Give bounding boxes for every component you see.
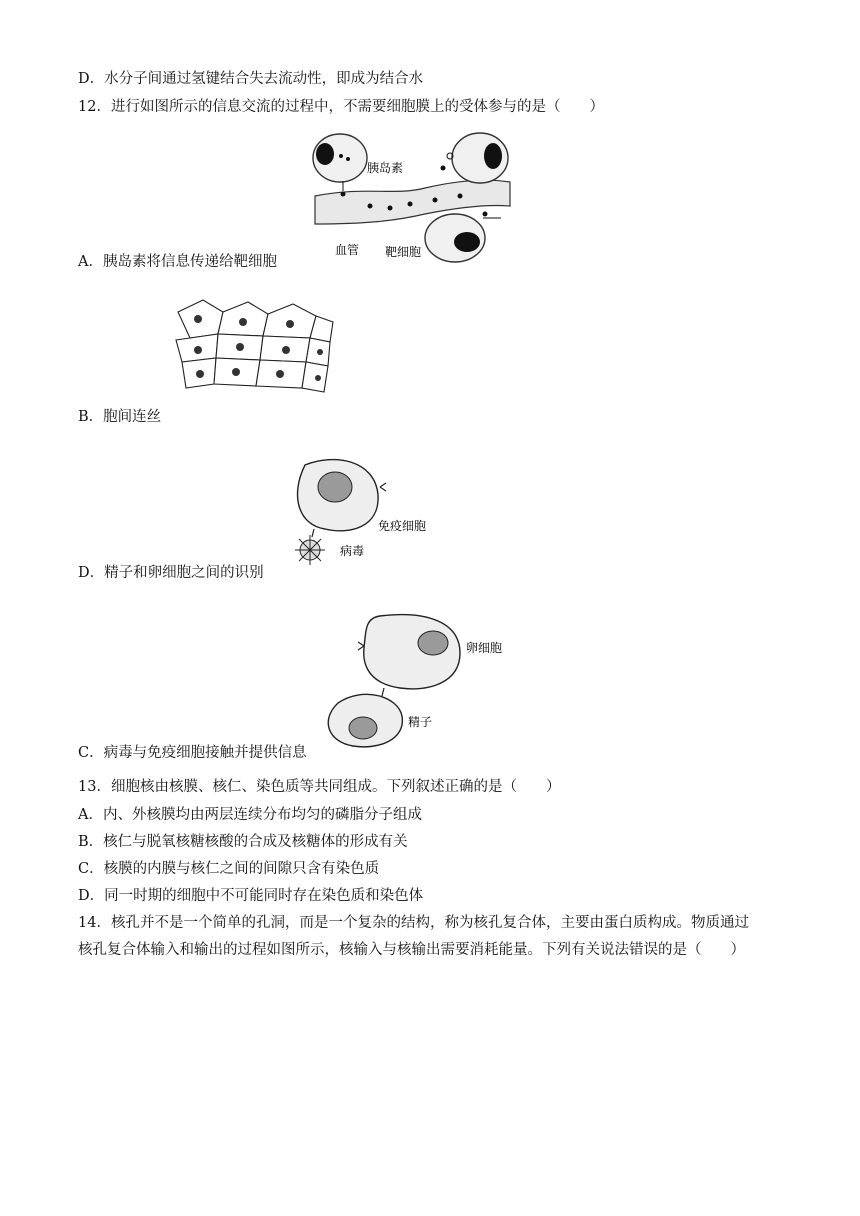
q12-option-d: D．精子和卵细胞之间的识别 — [78, 565, 264, 581]
label-vessel: 血管 — [335, 243, 360, 257]
plasmodesmata-figure — [168, 292, 338, 410]
immune-cell-figure — [280, 455, 440, 575]
q14-stem-line1: 14．核孔并不是一个简单的孔洞，而是一个复杂的结构，称为核孔复合体，主要由蛋白质构成。物质通过 — [78, 915, 749, 931]
q13-option-c: C．核膜的内膜与核仁之间的间隙只含有染色质 — [78, 861, 380, 877]
insulin-figure — [305, 126, 525, 266]
label-sperm: 精子 — [408, 715, 433, 729]
q12-option-b: B．胞间连丝 — [78, 409, 162, 425]
label-insulin: 胰岛素 — [367, 161, 404, 175]
label-immune-cell: 免疫细胞 — [378, 519, 427, 533]
label-egg-cell: 卵细胞 — [466, 641, 503, 655]
q12-option-c: C．病毒与免疫细胞接触并提供信息 — [78, 745, 307, 761]
q13-stem: 13．细胞核由核膜、核仁、染色质等共同组成。下列叙述正确的是（ ） — [78, 779, 561, 795]
q11-option-d: D．水分子间通过氢键结合失去流动性，即成为结合水 — [78, 71, 424, 87]
egg-sperm-figure — [318, 608, 518, 750]
label-target-cell: 靶细胞 — [385, 245, 422, 259]
q12-stem: 12．进行如图所示的信息交流的过程中，不需要细胞膜上的受体参与的是（ ） — [78, 99, 604, 115]
q12-option-a: A．胰岛素将信息传递给靶细胞 — [78, 254, 277, 270]
label-virus: 病毒 — [340, 544, 365, 558]
q13-option-a: A．内、外核膜均由两层连续分布均匀的磷脂分子组成 — [78, 807, 422, 823]
q14-stem-line2: 核孔复合体输入和输出的过程如图所示，核输入与核输出需要消耗能量。下列有关说法错误的是（ ） — [78, 942, 745, 958]
q13-option-b: B．核仁与脱氧核糖核酸的合成及核糖体的形成有关 — [78, 834, 408, 850]
q13-option-d: D．同一时期的细胞中不可能同时存在染色质和染色体 — [78, 888, 424, 904]
